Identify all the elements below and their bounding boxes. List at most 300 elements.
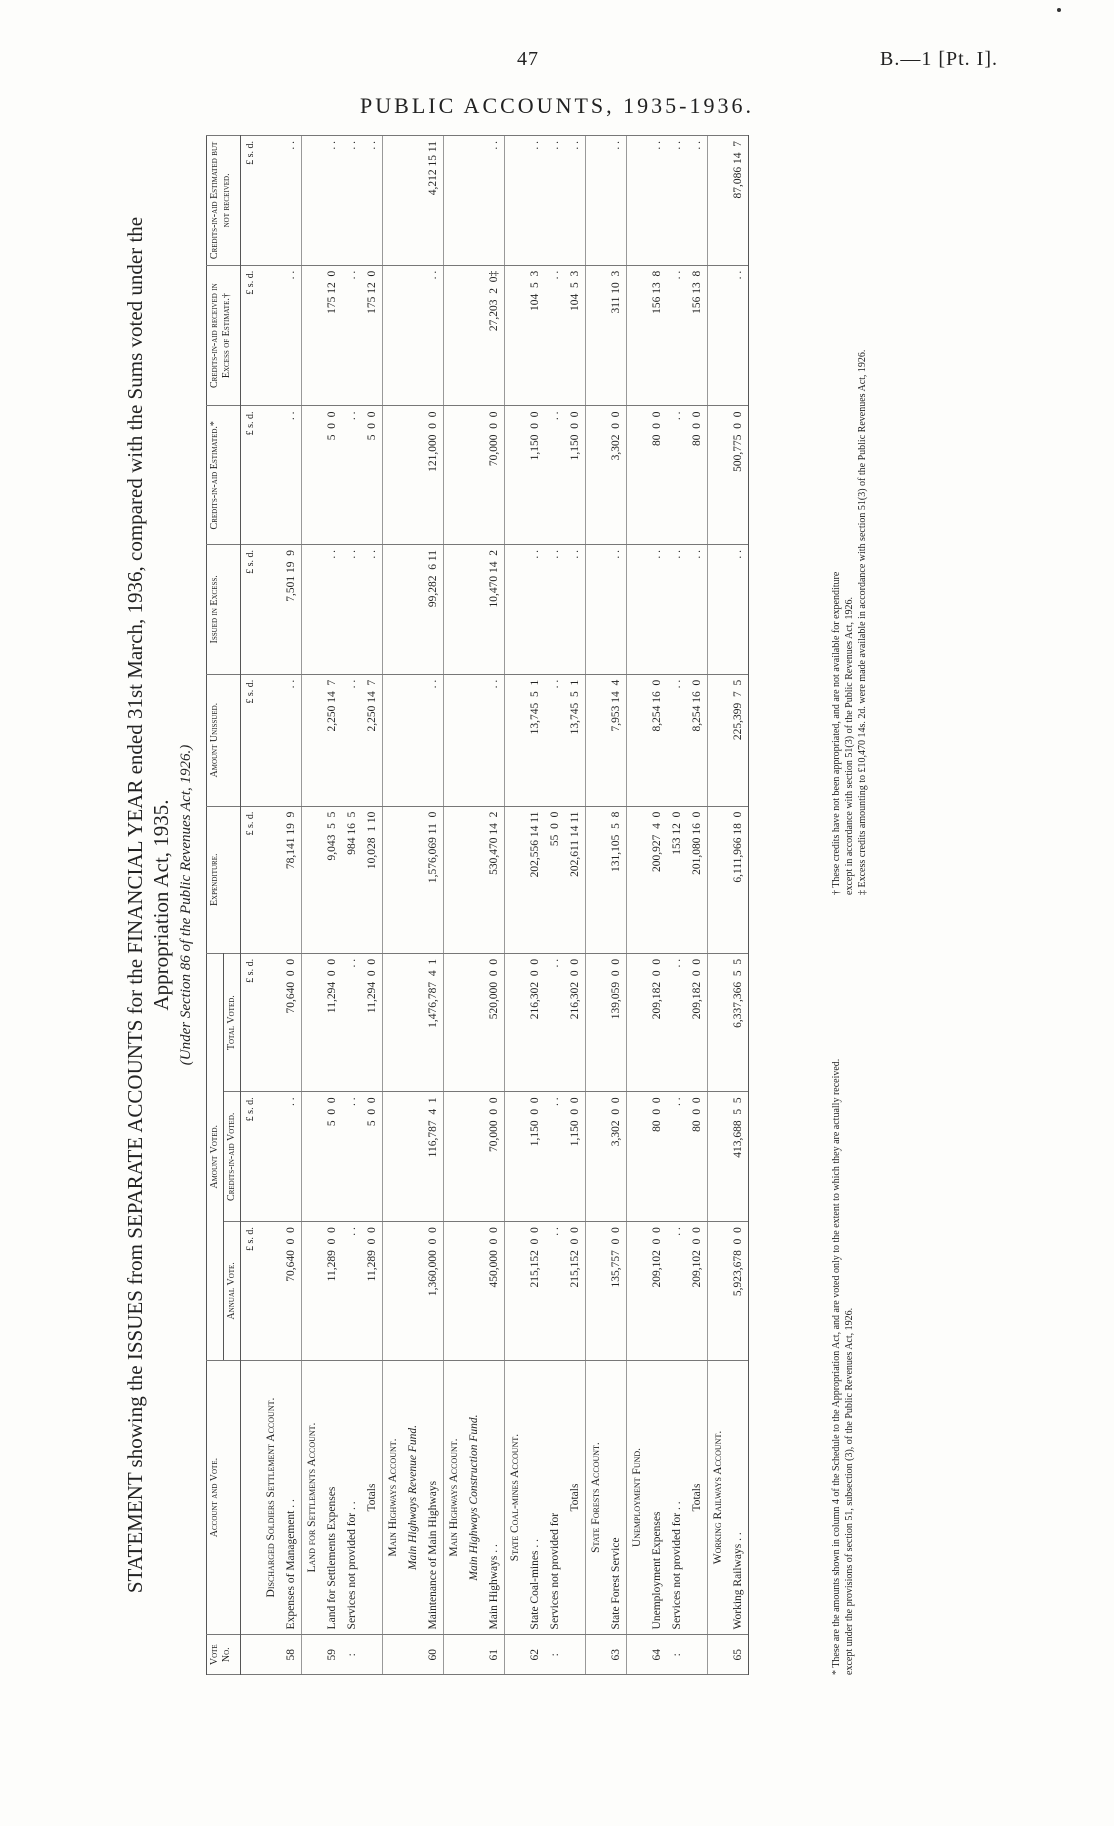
amount-unissued-cell bbox=[403, 674, 423, 806]
issued-excess-cell: . . bbox=[322, 545, 342, 675]
expenditure-cell bbox=[444, 806, 465, 953]
credits-voted-cell bbox=[464, 1092, 484, 1222]
table-row bbox=[322, 136, 342, 1675]
annual-vote-cell bbox=[261, 1222, 281, 1361]
credits-estimated-cell bbox=[383, 406, 404, 545]
table-row bbox=[728, 136, 749, 1675]
credits-not-received-cell bbox=[505, 136, 526, 266]
credits-not-received-cell: . . bbox=[606, 136, 627, 266]
footnote-dagger: † These credits have not been appropriated, and are not available for expenditure except in accordance with section 51(3) of the Public Revenues Act, 1926. ‡ Excess credits amounting to £10,470 14s. 2d. were made available in accordance with section 51(3) of the Public Revenues Act, 1926. bbox=[830, 135, 869, 895]
account-label: Main Highways Account. bbox=[444, 1360, 465, 1635]
amount-unissued-cell: . . bbox=[342, 674, 362, 806]
vote-number bbox=[302, 1635, 323, 1675]
vote-number: 62 bbox=[525, 1635, 545, 1675]
credits-not-received-cell: . . bbox=[342, 136, 362, 266]
footnote-star: * These are the amounts shown in column 4 of the Schedule to the Appropriation Act, and are voted only to the extent to which they are actually received. except under the provisions of section 51, subsection (3), of the Public Revenues Act, 1926. bbox=[831, 1058, 855, 1675]
issued-excess-cell: 10,470 14 2 bbox=[484, 545, 505, 675]
expenditure-cell: 55 0 0 bbox=[545, 806, 565, 953]
total-voted-cell: 11,294 0 0 bbox=[322, 953, 342, 1092]
total-voted-cell bbox=[708, 953, 729, 1092]
credits-not-received-cell bbox=[586, 136, 607, 266]
annual-vote-cell bbox=[383, 1222, 404, 1361]
credits-received-cell bbox=[627, 265, 648, 406]
total-voted-cell bbox=[627, 953, 648, 1092]
col-account: Account and Vote. bbox=[207, 1360, 241, 1635]
account-heading-row bbox=[586, 136, 607, 1675]
col-total-voted: Total Voted. bbox=[224, 953, 241, 1092]
credits-received-cell bbox=[708, 265, 729, 406]
total-voted-cell bbox=[403, 953, 423, 1092]
issued-excess-cell bbox=[464, 545, 484, 675]
statement-subtitle: (Under Section 86 of the Public Revenues Act, 1926.) bbox=[178, 744, 194, 1066]
amount-unissued-cell: . . bbox=[484, 674, 505, 806]
amount-unissued-cell bbox=[302, 674, 323, 806]
vote-number bbox=[444, 1635, 465, 1675]
expenditure-cell: 6,111,966 18 0 bbox=[728, 806, 749, 953]
credits-estimated-cell bbox=[261, 406, 281, 545]
credits-not-received-cell: . . bbox=[647, 136, 667, 266]
account-heading-row bbox=[627, 136, 648, 1675]
total-voted-cell bbox=[444, 953, 465, 1092]
account-heading-row bbox=[261, 136, 281, 1675]
account-label: Working Railways Account. bbox=[708, 1360, 729, 1635]
credits-estimated-cell: 70,000 0 0 bbox=[484, 406, 505, 545]
credits-received-cell: 175 12 0 bbox=[362, 265, 383, 406]
table-row bbox=[606, 136, 627, 1675]
total-voted-cell: 139,059 0 0 bbox=[606, 953, 627, 1092]
credits-estimated-cell: 3,302 0 0 bbox=[606, 406, 627, 545]
credits-not-received-cell bbox=[464, 136, 484, 266]
totals-row bbox=[565, 136, 586, 1675]
amount-unissued-cell bbox=[383, 674, 404, 806]
vote-number bbox=[464, 1635, 484, 1675]
credits-received-cell: 104 5 3 bbox=[565, 265, 586, 406]
annual-vote-cell: . . bbox=[342, 1222, 362, 1361]
vote-number: 64 bbox=[647, 1635, 667, 1675]
annual-vote-cell: 11,289 0 0 bbox=[322, 1222, 342, 1361]
credits-received-cell bbox=[261, 265, 281, 406]
unit-label: £ s. d. bbox=[241, 806, 262, 953]
account-label: State Coal-mines . . bbox=[525, 1360, 545, 1635]
account-label: Services not provided for . . bbox=[342, 1360, 362, 1635]
credits-voted-cell bbox=[261, 1092, 281, 1222]
account-heading-row bbox=[302, 136, 323, 1675]
annual-vote-cell bbox=[505, 1222, 526, 1361]
credits-estimated-cell: 80 0 0 bbox=[687, 406, 708, 545]
credits-estimated-cell bbox=[505, 406, 526, 545]
credits-not-received-cell: 87,086 14 7 bbox=[728, 136, 749, 266]
account-heading-row bbox=[444, 136, 465, 1675]
annual-vote-cell bbox=[627, 1222, 648, 1361]
total-voted-cell bbox=[383, 953, 404, 1092]
issued-excess-cell: . . bbox=[342, 545, 362, 675]
amount-unissued-cell: . . bbox=[423, 674, 444, 806]
credits-voted-cell bbox=[708, 1092, 729, 1222]
expenditure-cell bbox=[403, 806, 423, 953]
total-voted-cell bbox=[261, 953, 281, 1092]
credits-not-received-cell bbox=[627, 136, 648, 266]
credits-received-cell: 175 12 0 bbox=[322, 265, 342, 406]
table-body bbox=[241, 136, 749, 1675]
account-label: State Coal-mines Account. bbox=[505, 1360, 526, 1635]
expenditure-cell: 131,105 5 8 bbox=[606, 806, 627, 953]
unit-label: £ s. d. bbox=[241, 136, 262, 266]
table-row bbox=[647, 136, 667, 1675]
amount-unissued-cell bbox=[586, 674, 607, 806]
amount-unissued-cell: . . bbox=[281, 674, 302, 806]
unit-label: £ s. d. bbox=[241, 545, 262, 675]
col-credits-voted: Credits-in-aid Voted. bbox=[224, 1092, 241, 1222]
annual-vote-cell: 5,923,678 0 0 bbox=[728, 1222, 749, 1361]
credits-voted-cell: . . bbox=[342, 1092, 362, 1222]
account-label: Main Highways Revenue Fund. bbox=[403, 1360, 423, 1635]
units-row bbox=[241, 136, 262, 1675]
table-row bbox=[281, 136, 302, 1675]
credits-voted-cell: 5 0 0 bbox=[362, 1092, 383, 1222]
annual-vote-cell: 70,640 0 0 bbox=[281, 1222, 302, 1361]
col-expenditure: Expenditure. bbox=[207, 806, 241, 953]
account-label: Services not provided for . . bbox=[667, 1360, 687, 1635]
footnote-ddagger: ‡ Excess credits amounting to £10,470 14s. 2d. were made available in accordance with section 51(3) of the Public Revenues Act, 1926. bbox=[857, 349, 868, 895]
annual-vote-cell: 215,152 0 0 bbox=[525, 1222, 545, 1361]
unit-label: £ s. d. bbox=[241, 406, 262, 545]
total-voted-cell: . . bbox=[342, 953, 362, 1092]
credits-estimated-cell: . . bbox=[342, 406, 362, 545]
credits-estimated-cell: 121,000 0 0 bbox=[423, 406, 444, 545]
credits-estimated-cell: 1,150 0 0 bbox=[565, 406, 586, 545]
annual-vote-cell bbox=[444, 1222, 465, 1361]
credits-not-received-cell bbox=[383, 136, 404, 266]
table-row bbox=[423, 136, 444, 1675]
amount-unissued-cell: 225,399 7 5 bbox=[728, 674, 749, 806]
annual-vote-cell: . . bbox=[667, 1222, 687, 1361]
table-row bbox=[545, 136, 565, 1675]
annual-vote-cell: 1,360,000 0 0 bbox=[423, 1222, 444, 1361]
account-label: Services not provided for bbox=[545, 1360, 565, 1635]
amount-unissued-cell: . . bbox=[667, 674, 687, 806]
credits-voted-cell bbox=[505, 1092, 526, 1222]
total-voted-cell: 209,182 0 0 bbox=[687, 953, 708, 1092]
total-voted-cell bbox=[464, 953, 484, 1092]
account-label: Totals bbox=[362, 1360, 383, 1635]
amount-unissued-cell bbox=[464, 674, 484, 806]
amount-unissued-cell: 13,745 5 1 bbox=[525, 674, 545, 806]
amount-unissued-cell: 8,254 16 0 bbox=[687, 674, 708, 806]
credits-not-received-cell bbox=[403, 136, 423, 266]
col-issued-excess: Issued in Excess. bbox=[207, 545, 241, 675]
annual-vote-cell: . . bbox=[545, 1222, 565, 1361]
credits-not-received-cell: 4,212 15 11 bbox=[423, 136, 444, 266]
annual-vote-cell bbox=[586, 1222, 607, 1361]
account-label: Expenses of Management . . bbox=[281, 1360, 302, 1635]
account-label: Working Railways . . bbox=[728, 1360, 749, 1635]
credits-voted-cell: 5 0 0 bbox=[322, 1092, 342, 1222]
total-voted-cell: 1,476,787 4 1 bbox=[423, 953, 444, 1092]
issued-excess-cell bbox=[444, 545, 465, 675]
credits-voted-cell bbox=[627, 1092, 648, 1222]
credits-not-received-cell: . . bbox=[322, 136, 342, 266]
expenditure-cell bbox=[505, 806, 526, 953]
expenditure-cell: 9,043 5 5 bbox=[322, 806, 342, 953]
credits-received-cell: 156 13 8 bbox=[647, 265, 667, 406]
vote-number bbox=[708, 1635, 729, 1675]
credits-received-cell: . . bbox=[281, 265, 302, 406]
annual-vote-cell bbox=[302, 1222, 323, 1361]
credits-received-cell bbox=[403, 265, 423, 406]
statement-title: STATEMENT showing the ISSUES from SEPARATE ACCOUNTS for the FINANCIAL YEAR ended 31st March, 1936, compared with the Sums voted under the Appropriation Act, 1935. bbox=[123, 216, 173, 1594]
credits-not-received-cell bbox=[708, 136, 729, 266]
issued-excess-cell: 7,501 19 9 bbox=[281, 545, 302, 675]
total-voted-cell: 216,302 0 0 bbox=[525, 953, 545, 1092]
credits-not-received-cell: . . bbox=[484, 136, 505, 266]
table-row bbox=[667, 136, 687, 1675]
credits-not-received-cell: . . bbox=[667, 136, 687, 266]
account-label: Maintenance of Main Highways bbox=[423, 1360, 444, 1635]
page-title: PUBLIC ACCOUNTS, 1935-1936. bbox=[360, 93, 754, 118]
credits-estimated-cell bbox=[302, 406, 323, 545]
issued-excess-cell: . . bbox=[728, 545, 749, 675]
total-voted-cell bbox=[302, 953, 323, 1092]
credits-estimated-cell bbox=[444, 406, 465, 545]
issued-excess-cell bbox=[708, 545, 729, 675]
issued-excess-cell: . . bbox=[525, 545, 545, 675]
credits-estimated-cell: 5 0 0 bbox=[362, 406, 383, 545]
credits-voted-cell: 413,688 5 5 bbox=[728, 1092, 749, 1222]
credits-estimated-cell bbox=[464, 406, 484, 545]
vote-number bbox=[261, 1635, 281, 1675]
credits-received-cell bbox=[586, 265, 607, 406]
annual-vote-cell: 209,102 0 0 bbox=[687, 1222, 708, 1361]
credits-estimated-cell: . . bbox=[281, 406, 302, 545]
annual-vote-cell: 209,102 0 0 bbox=[647, 1222, 667, 1361]
credits-voted-cell: 80 0 0 bbox=[687, 1092, 708, 1222]
total-voted-cell: 11,294 0 0 bbox=[362, 953, 383, 1092]
issued-excess-cell: 99,282 6 11 bbox=[423, 545, 444, 675]
unit-label: £ s. d. bbox=[241, 1222, 262, 1361]
credits-received-cell: 311 10 3 bbox=[606, 265, 627, 406]
credits-not-received-cell bbox=[302, 136, 323, 266]
account-label: Totals bbox=[565, 1360, 586, 1635]
amount-unissued-cell: 2,250 14 7 bbox=[322, 674, 342, 806]
table-row bbox=[484, 136, 505, 1675]
col-credits-not-received: Credits-in-aid Estimated but not received. bbox=[207, 136, 241, 266]
accounts-table bbox=[206, 135, 749, 1675]
issued-excess-cell: . . bbox=[545, 545, 565, 675]
amount-unissued-cell: . . bbox=[545, 674, 565, 806]
credits-voted-cell: 1,150 0 0 bbox=[565, 1092, 586, 1222]
expenditure-cell bbox=[708, 806, 729, 953]
expenditure-cell: 984 16 5 bbox=[342, 806, 362, 953]
account-heading-row bbox=[708, 136, 729, 1675]
vote-number bbox=[505, 1635, 526, 1675]
vote-number: : bbox=[342, 1635, 362, 1675]
expenditure-cell: 200,927 4 0 bbox=[647, 806, 667, 953]
credits-estimated-cell: . . bbox=[545, 406, 565, 545]
issued-excess-cell bbox=[302, 545, 323, 675]
credits-received-cell bbox=[302, 265, 323, 406]
credits-voted-cell: 80 0 0 bbox=[647, 1092, 667, 1222]
total-voted-cell: . . bbox=[545, 953, 565, 1092]
vote-number bbox=[403, 1635, 423, 1675]
annual-vote-cell: 450,000 0 0 bbox=[484, 1222, 505, 1361]
issued-excess-cell: . . bbox=[667, 545, 687, 675]
issued-excess-cell: . . bbox=[606, 545, 627, 675]
vote-number: 59 bbox=[322, 1635, 342, 1675]
vote-number: 65 bbox=[728, 1635, 749, 1675]
credits-voted-cell bbox=[302, 1092, 323, 1222]
expenditure-cell: 10,028 1 10 bbox=[362, 806, 383, 953]
rotated-statement bbox=[122, 135, 1082, 1675]
account-label: Main Highways . . bbox=[484, 1360, 505, 1635]
unit-label: £ s. d. bbox=[241, 265, 262, 406]
credits-estimated-cell bbox=[708, 406, 729, 545]
amount-unissued-cell: 13,745 5 1 bbox=[565, 674, 586, 806]
vote-number: 61 bbox=[484, 1635, 505, 1675]
vote-number: 63 bbox=[606, 1635, 627, 1675]
issued-excess-cell: . . bbox=[362, 545, 383, 675]
total-voted-cell bbox=[586, 953, 607, 1092]
expenditure-cell bbox=[627, 806, 648, 953]
annual-vote-cell bbox=[403, 1222, 423, 1361]
vote-number: : bbox=[667, 1635, 687, 1675]
vote-number bbox=[565, 1635, 586, 1675]
table-row bbox=[342, 136, 362, 1675]
credits-not-received-cell: . . bbox=[281, 136, 302, 266]
issued-excess-cell bbox=[586, 545, 607, 675]
issued-excess-cell bbox=[403, 545, 423, 675]
expenditure-cell bbox=[261, 806, 281, 953]
col-amount-unissued: Amount Unissued. bbox=[207, 674, 241, 806]
unit-label: £ s. d. bbox=[241, 953, 262, 1092]
credits-voted-cell: 1,150 0 0 bbox=[525, 1092, 545, 1222]
credits-received-cell bbox=[464, 265, 484, 406]
totals-row bbox=[362, 136, 383, 1675]
annual-vote-cell: 215,152 0 0 bbox=[565, 1222, 586, 1361]
account-label: Totals bbox=[687, 1360, 708, 1635]
annual-vote-cell bbox=[464, 1222, 484, 1361]
total-voted-cell: 520,000 0 0 bbox=[484, 953, 505, 1092]
credits-not-received-cell bbox=[444, 136, 465, 266]
credits-not-received-cell: . . bbox=[565, 136, 586, 266]
account-label: Unemployment Expenses bbox=[647, 1360, 667, 1635]
vote-number: 58 bbox=[281, 1635, 302, 1675]
credits-received-cell bbox=[505, 265, 526, 406]
amount-unissued-cell bbox=[505, 674, 526, 806]
annual-vote-cell: 135,757 0 0 bbox=[606, 1222, 627, 1361]
credits-received-cell: 156 13 8 bbox=[687, 265, 708, 406]
account-label: Land for Settlements Account. bbox=[302, 1360, 323, 1635]
amount-unissued-cell bbox=[444, 674, 465, 806]
account-label: Unemployment Fund. bbox=[627, 1360, 648, 1635]
account-label: State Forests Account. bbox=[586, 1360, 607, 1635]
credits-received-cell: 104 5 3 bbox=[525, 265, 545, 406]
expenditure-cell: 201,080 16 0 bbox=[687, 806, 708, 953]
expenditure-cell bbox=[464, 806, 484, 953]
total-voted-cell: 6,337,366 5 5 bbox=[728, 953, 749, 1092]
fund-subheading-row bbox=[464, 136, 484, 1675]
issued-excess-cell: . . bbox=[687, 545, 708, 675]
credits-voted-cell bbox=[444, 1092, 465, 1222]
credits-estimated-cell bbox=[586, 406, 607, 545]
total-voted-cell bbox=[505, 953, 526, 1092]
issued-excess-cell: . . bbox=[565, 545, 586, 675]
amount-unissued-cell bbox=[261, 674, 281, 806]
amount-unissued-cell bbox=[627, 674, 648, 806]
credits-estimated-cell: 5 0 0 bbox=[322, 406, 342, 545]
annual-vote-cell bbox=[708, 1222, 729, 1361]
account-label: Main Highways Account. bbox=[383, 1360, 404, 1635]
credits-estimated-cell: 500,775 0 0 bbox=[728, 406, 749, 545]
vote-number bbox=[586, 1635, 607, 1675]
account-label: Main Highways Construction Fund. bbox=[464, 1360, 484, 1635]
credits-estimated-cell: 1,150 0 0 bbox=[525, 406, 545, 545]
col-credits-estimated: Credits-in-aid Estimated.* bbox=[207, 406, 241, 545]
credits-not-received-cell bbox=[261, 136, 281, 266]
account-label: Land for Settlements Expenses bbox=[322, 1360, 342, 1635]
account-label: Discharged Soldiers Settlement Account. bbox=[261, 1360, 281, 1635]
expenditure-cell: 153 12 0 bbox=[667, 806, 687, 953]
vote-number bbox=[687, 1635, 708, 1675]
expenditure-cell bbox=[383, 806, 404, 953]
issued-excess-cell bbox=[261, 545, 281, 675]
expenditure-cell bbox=[302, 806, 323, 953]
vote-number bbox=[383, 1635, 404, 1675]
credits-received-cell: . . bbox=[545, 265, 565, 406]
credits-voted-cell bbox=[403, 1092, 423, 1222]
credits-received-cell: 27,203 2 0‡ bbox=[484, 265, 505, 406]
credits-estimated-cell: . . bbox=[667, 406, 687, 545]
credits-estimated-cell bbox=[403, 406, 423, 545]
total-voted-cell: 216,302 0 0 bbox=[565, 953, 586, 1092]
expenditure-cell: 530,470 14 2 bbox=[484, 806, 505, 953]
credits-voted-cell: 116,787 4 1 bbox=[423, 1092, 444, 1222]
amount-unissued-cell: 8,254 16 0 bbox=[647, 674, 667, 806]
col-credits-received-excess: Credits-in-aid received in Excess of Estimate.† bbox=[207, 265, 241, 406]
credits-not-received-cell: . . bbox=[687, 136, 708, 266]
expenditure-cell: 202,611 14 11 bbox=[565, 806, 586, 953]
vote-number bbox=[627, 1635, 648, 1675]
issued-excess-cell bbox=[505, 545, 526, 675]
table-row bbox=[525, 136, 545, 1675]
total-voted-cell: . . bbox=[667, 953, 687, 1092]
credits-received-cell bbox=[383, 265, 404, 406]
account-label: State Forest Service bbox=[606, 1360, 627, 1635]
credits-received-cell: . . bbox=[667, 265, 687, 406]
col-vote-no: Vote No. bbox=[207, 1635, 241, 1675]
credits-received-cell: . . bbox=[728, 265, 749, 406]
total-voted-cell: 209,182 0 0 bbox=[647, 953, 667, 1092]
expenditure-cell bbox=[586, 806, 607, 953]
fund-subheading-row bbox=[403, 136, 423, 1675]
expenditure-cell: 1,576,069 11 0 bbox=[423, 806, 444, 953]
credits-received-cell: . . bbox=[423, 265, 444, 406]
col-annual-vote: Annual Vote. bbox=[224, 1222, 241, 1361]
vote-number: : bbox=[545, 1635, 565, 1675]
credits-received-cell bbox=[444, 265, 465, 406]
credits-voted-cell bbox=[586, 1092, 607, 1222]
credits-voted-cell: . . bbox=[545, 1092, 565, 1222]
credits-not-received-cell: . . bbox=[525, 136, 545, 266]
credits-voted-cell: . . bbox=[281, 1092, 302, 1222]
credits-estimated-cell: 80 0 0 bbox=[647, 406, 667, 545]
credits-voted-cell: 3,302 0 0 bbox=[606, 1092, 627, 1222]
credits-received-cell: . . bbox=[342, 265, 362, 406]
col-amount-voted: Amount Voted. bbox=[207, 953, 224, 1360]
vote-number: 60 bbox=[423, 1635, 444, 1675]
account-heading-row bbox=[383, 136, 404, 1675]
page-number: 47 bbox=[517, 48, 539, 70]
document-reference: B.—1 [Pt. I]. bbox=[880, 48, 998, 70]
